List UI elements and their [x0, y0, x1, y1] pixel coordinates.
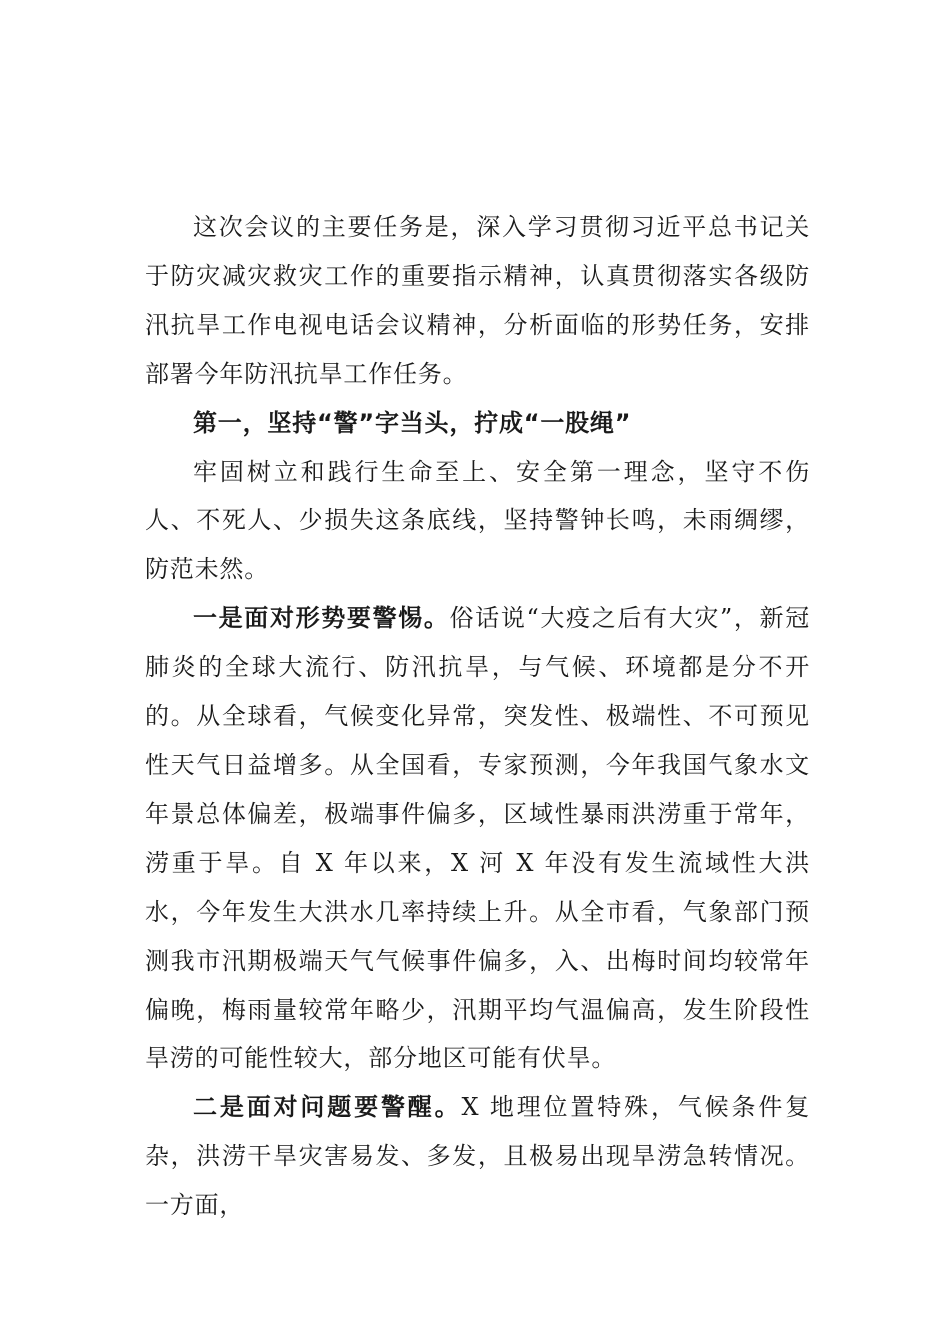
section-heading: 第一，坚持“警”字当头，拧成“一股绳”: [193, 408, 632, 437]
document-page: [145, 203, 810, 1230]
intro-paragraph: 这次会议的主要任务是，深入学习贯彻习近平总书记关于防灾减灾救灾工作的重要指示精神，认真贯彻落实各级防汛抗旱工作电视电话会议精神，分析面临的形势任务，安排部署今年防汛抗旱工作任务。: [145, 213, 810, 388]
item-two-paragraph: [145, 1083, 810, 1230]
item-one-body: 俗话说“大疫之后有大灾”，新冠肺炎的全球大流行、防汛抗旱，与气候、环境都是分不开的。从全球看，气候变化异常，突发性、极端性、不可预见性天气日益增多。从全国看，专家预测，今年我国气象水文年景总体偏差，极端事件偏多，区域性暴雨洪涝重于常年，涝重于旱。自 X 年以来，X 河 X 年没有发生流域性大洪水，今年发生大洪水几率持续上升。从全市看，气象部门预测我市汛期极端天气气候事件偏多，入、出梅时间均较常年偏晚，梅雨量较常年略少，汛期平均气温偏高，发生阶段性旱涝的可能性较大，部分地区可能有伏旱。: [145, 604, 811, 1073]
item-one-paragraph: [145, 594, 810, 1083]
item-one-lead: 一是面对形势要警惕。: [193, 603, 450, 633]
section-paragraph: 牢固树立和践行生命至上、安全第一理念，坚守不伤人、不死人、少损失这条底线，坚持警钟长鸣，未雨绸缪，防范未然。: [145, 457, 810, 584]
item-two-body: X 地理位置特殊，气候条件复杂，洪涝干旱灾害易发、多发，且极易出现旱涝急转情况。一方面，: [145, 1093, 811, 1220]
item-two-lead: 二是面对问题要警醒。: [193, 1092, 462, 1122]
